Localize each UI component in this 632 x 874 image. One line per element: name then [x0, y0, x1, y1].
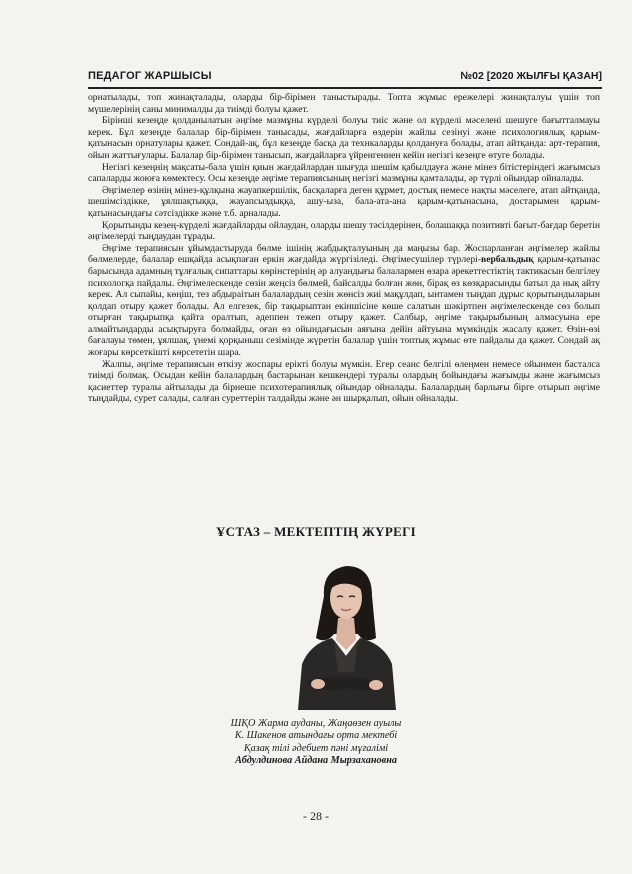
author-name: Абдулдинова Айдана Мырзахановна — [235, 755, 397, 767]
page-number: - 28 - — [303, 809, 329, 823]
paragraph: Әңгімелер өзінің мінез-құлқына жауапкершілік, басқаларға деген құрмет, достық немесе нақты мәселеге, атап айтқанда, шешімсіздікке, ұялшақтыққа, жауапсыздыққа, ашу-ыза, бала-ата-ана қарым-қатынасына, достарымен қарым-қатынасындағы сәтсіздікке және т.б. арналады. — [88, 184, 600, 219]
paragraph: Жалпы, әңгіме терапиясын өткізу жоспары ерікті болуы мүмкін. Егер сеанс белгілі өлеңмен немесе ойынмен басталса тиімді болмақ. Осыдан кейін балалардың бастарынан кешкендері туралы олардың бойындағы жағымды және жағымсыз қасиеттер туралы айтылады да бірнеше психотерапиялық ойындар ойналады. Балалардың барлығы бірге отырып әңгіме тыңдайды, сурет салады, салған суреттерін талдайды және ән шырқалып, ойын ойналады. — [88, 358, 600, 405]
author-caption — [0, 718, 632, 768]
caption-school: К. Шакенов атындағы орта мектебі — [234, 730, 398, 742]
issue-label: №02 [2020 ЖЫЛҒЫ ҚАЗАН] — [460, 70, 602, 82]
paragraph-emphasis: Әңгіме терапиясын ұйымдастыруда бөлме ішінің жабдықталуының да маңызы бар. Жоспарланған әңгімелер жайлы бөлмелерде, балалар ешқайда асықпаған еркін жағдайда жүргізіледі. Әңгімесушілер түрлері-вербальдық қарым-қатынас барысында адамның тұлғалық сипаттары көрінстерінің әр алуандығы балалармен өзара әрекеттестіктің тактикасын белгілеу психологқа пайдалы. Әңгімелескенде сөзін жеңсіз бөлмей, байсалды болған жөн, бірақ өз көзқарасынды батыл да нық айту керек. Ал сыпайы, көңіш, тез абдыраітын балалардың сезін жөнсіз жиі мақұлдап, ынтамен тыңдап дұрыс қорытындыларын қолдап отыру қажет болады. Ал елгезек, бір тақырыптан екіншісіне көше салатын шәкіртпен әңгімелескенде сөз болып отырған тақырыпқа қайта оралтып, әдеппен тежеп отыру қажет. Салбыр, әңгіме тақырыбының алмасуына ере алмайтындарды асықтыруға болмайды, оған өз ойындағысын аяғына дейін айтуына мүмкіндік жасалу қажет. Өзін-өзі бағалауы төмен, ұялшақ, үнемі қорқыныш сезімінде жүретін балалар үшін топтық жұмыс өте пайдалы да қажет. Сондай ақ жоғары көрсеткішті көрсететін шара. — [88, 242, 600, 359]
paragraph: Қорытынды кезең-күрделі жағдайларды ойлаудан, оларды шешу тәсілдерінен, болашаққа позитивті бағыт-бағдар беретін әңгімелерді тыңдаудан тұрады. — [88, 219, 600, 243]
journal-title: ПЕДАГОГ ЖАРШЫСЫ — [88, 70, 212, 82]
header-rule — [88, 87, 602, 89]
section-title: ҰСТАЗ – МЕКТЕПТІҢ ЖҮРЕГІ — [215, 524, 417, 539]
running-header — [88, 70, 602, 86]
article-body — [88, 92, 600, 405]
paragraph: орнатылады, топ жинақталады, оларды бір-бірімен таныстырады. Топта жұмыс ережелері жинақталуы үшін топ мүшелерінің саны минималды да тиімді болуы қажет. — [88, 92, 600, 115]
portrait-image — [280, 552, 412, 710]
paragraph: Негізгі кезеңнің мақсаты-бала үшін қиын жағдайлардан шығуда шешім қабылдауға және мінез бітістеріндегі жағымсыз сапаларды жоюға көмектесу. Осы кезеңде әңгіме терапиясының негізгі мазмұны қамталады, әр түрлі ойындар ойналады. — [88, 161, 600, 185]
paragraph: Бірінші кезеңде қолданылатын әңгіме мазмұны күрделі болуы тиіс және ол күрделі мәселені шешуге бағытталмауы керек. Бұл кезеңде балалар бір-бірімен танысады, жағдайларға өздерін жайлы сезінуі және психологиялық қарым-қатынасын орнатулары қажет. Сондай-ақ, бұл кезеңде басқа да технкаларды қолдануға болады, атап айтқанда: арт-терапия, ойын жаттығулары. Балалар бір-бірімен танысып, жағдайларға үйренгеннен кейін негізгі кезеңге өтуге болады. — [88, 115, 600, 161]
caption-position: Қазақ тілі әдебиет пәні мұғалімі — [243, 742, 389, 754]
emphasis-word: вербальдық — [481, 254, 534, 266]
teacher-portrait — [280, 552, 412, 710]
caption-district: ШҚО Жарма ауданы, Жаңаөзен ауылы — [230, 718, 402, 729]
